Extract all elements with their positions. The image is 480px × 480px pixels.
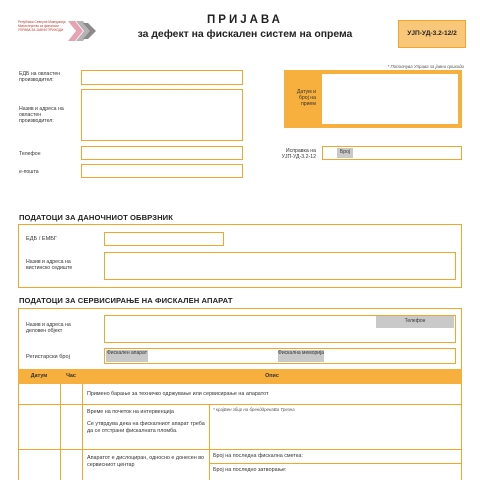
business-label: Назив и адреса на деловен објект bbox=[26, 322, 71, 335]
number-label: Број bbox=[337, 148, 353, 158]
col-time-header: Час bbox=[66, 373, 76, 379]
row2-seal: Се утврдува дека на фискалниот апарат треба да се отстрани фискалната пломба. bbox=[87, 421, 205, 434]
table-col-sep-1 bbox=[60, 384, 61, 480]
edb-producer-field[interactable] bbox=[81, 70, 243, 85]
table-border-right bbox=[461, 384, 462, 480]
device-label: Фискален апарат bbox=[106, 350, 148, 362]
producer-name-label: Назив и адреса на овластен производител: bbox=[19, 106, 64, 125]
row2-start-time: Време на почеток на интервенција bbox=[87, 409, 174, 415]
col-desc-header: Опис bbox=[265, 373, 279, 379]
row1-desc: Примено барање за техничко одржување или сервисирање на апаратот bbox=[87, 391, 269, 397]
logo-chevrons-icon bbox=[68, 19, 98, 43]
table-row-sep-1 bbox=[18, 404, 462, 405]
table-row-sep-2 bbox=[18, 449, 462, 450]
service-heading: ПОДАТОЦИ ЗА СЕРВИСИРАЊЕ НА ФИСКАЛЕН АПАРАТ bbox=[19, 296, 233, 305]
table-col-sep-3 bbox=[209, 404, 210, 480]
taxpayer-name-field[interactable] bbox=[104, 252, 456, 280]
logo-text: Република Северна Македонија Министерство за финансии УПРАВА ЗА ЈАВНИ ПРИХОДИ bbox=[18, 20, 66, 32]
form-title: ПРИЈАВА bbox=[207, 14, 283, 26]
reg-label: Регистарски број bbox=[26, 354, 70, 360]
memory-label: Фискална меморија bbox=[278, 350, 324, 362]
phone-field[interactable] bbox=[81, 146, 243, 160]
taxpayer-name-label: Назив и адреса на вистинско седиште bbox=[26, 259, 73, 272]
taxpayer-edb-field[interactable] bbox=[104, 232, 224, 246]
table-border-left bbox=[18, 384, 19, 480]
logo bbox=[18, 19, 100, 45]
row3-last-close: Број на последно затворање: bbox=[213, 467, 287, 473]
row3-last-bill: Број на последна фискална сметка: bbox=[213, 453, 303, 459]
form-subtitle: за дефект на фискален систем на опрема bbox=[137, 29, 353, 40]
table-col-sep-2 bbox=[82, 384, 83, 480]
col-date-header: Датум bbox=[30, 373, 48, 379]
taxpayer-edb-label: ЕДБ / ЕМБГ bbox=[26, 236, 57, 242]
table-row-sep-3 bbox=[209, 463, 462, 464]
email-field[interactable] bbox=[81, 164, 243, 178]
edb-producer-label: ЕДБ на овластен производител: bbox=[19, 71, 61, 84]
row2-note: * крајБен збир на бренддренаВа Трезна bbox=[213, 407, 295, 412]
form-code: УЈП-УД-3.2-12/2 bbox=[407, 30, 457, 37]
note: * Пополнува Управа за јавни приходи bbox=[387, 64, 464, 69]
phone-label: Телефон bbox=[19, 151, 41, 157]
correction-label: Исправка на УЈП-УД-3.2-12 bbox=[281, 148, 316, 161]
business-phone-label: Телефон bbox=[376, 316, 454, 328]
taxpayer-heading: ПОДАТОЦИ ЗА ДАНОЧНИОТ ОБВРЗНИК bbox=[19, 213, 173, 222]
email-label: е-пошта bbox=[19, 169, 39, 175]
producer-name-field[interactable] bbox=[81, 89, 243, 141]
received-label: Датум и број на прием bbox=[296, 89, 316, 108]
received-field[interactable] bbox=[322, 74, 458, 124]
row3-desc: Апаратот е дислоциран, односно е донесен во сервисниот центар bbox=[87, 455, 205, 468]
